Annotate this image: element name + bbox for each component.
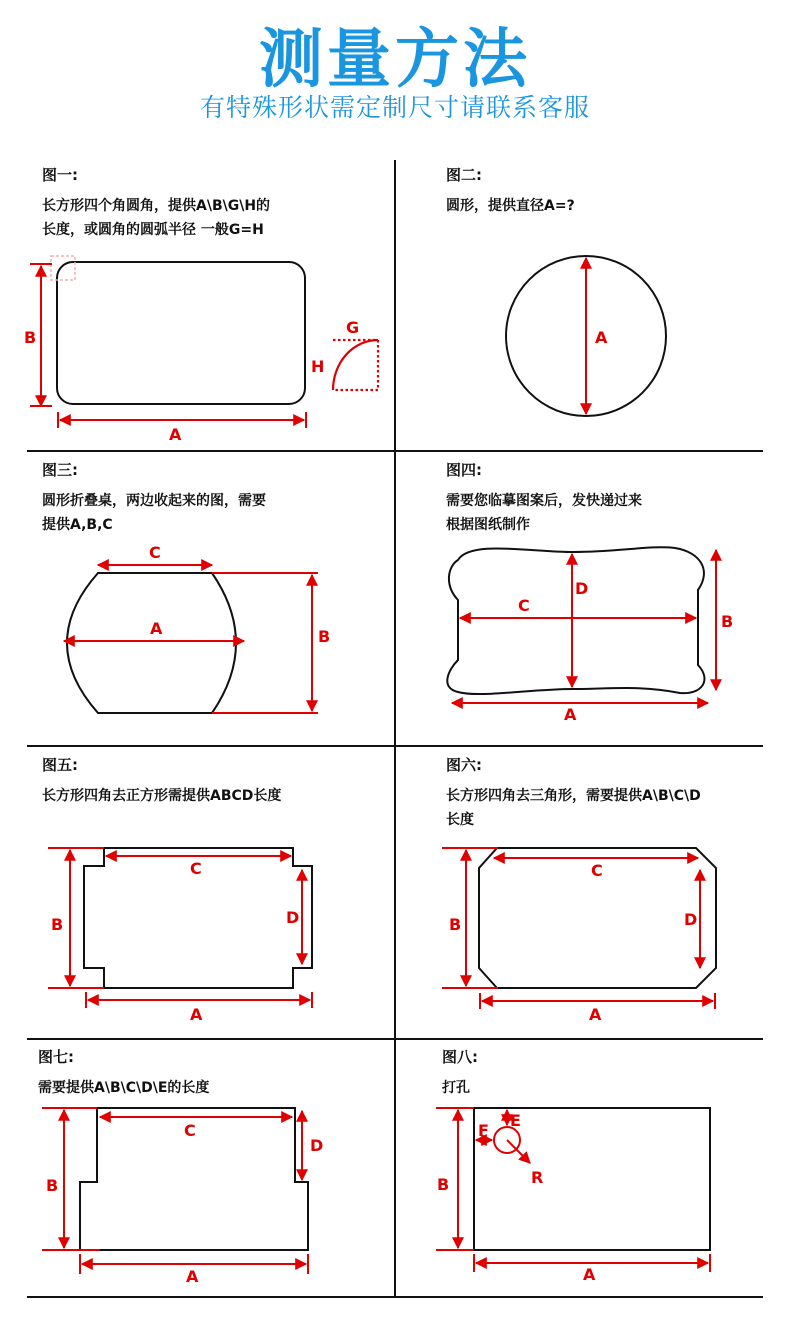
figure-6-label-d: D bbox=[684, 910, 698, 929]
figure-8-label-a: A bbox=[583, 1265, 596, 1284]
figure-7-label-a: A bbox=[186, 1267, 199, 1286]
figure-6-label-c: C bbox=[591, 861, 603, 880]
figure-1-label-a: A bbox=[169, 425, 182, 444]
figure-1-desc-line-2: 长度，或圆角的圆弧半径 一般G=H bbox=[42, 222, 264, 238]
figure-2-label-a: A bbox=[595, 328, 608, 347]
figure-1-diagram bbox=[24, 256, 378, 444]
figure-3-heading: 图三: bbox=[42, 461, 78, 479]
figure-4-diagram bbox=[447, 547, 733, 724]
figure-4-desc-line-1: 需要您临摹图案后，发快递过来 bbox=[446, 493, 642, 509]
figure-4-label-a: A bbox=[564, 705, 577, 724]
figure-3-folding-table-outline bbox=[67, 573, 236, 713]
figure-1-desc-line-1: 长方形四个角圆角，提供A\B\G\H的 bbox=[42, 198, 271, 214]
figure-5-diagram bbox=[48, 848, 312, 1024]
figure-6-label-b: B bbox=[449, 915, 462, 934]
figure-3-desc-line-1: 圆形折叠桌，两边收起来的图，需要 bbox=[42, 493, 266, 509]
figure-5-heading: 图五: bbox=[42, 756, 78, 774]
figure-8-desc-line-1: 打孔 bbox=[442, 1080, 470, 1096]
figure-1-label-h: H bbox=[311, 357, 325, 376]
figure-3-diagram bbox=[64, 543, 330, 713]
figure-7-desc-line-1: 需要提供A\B\C\D\E的长度 bbox=[38, 1080, 210, 1096]
figure-4-label-d: D bbox=[575, 579, 589, 598]
figure-1-label-g: G bbox=[346, 318, 360, 337]
figure-4-label-b: B bbox=[721, 612, 734, 631]
figure-7-heading: 图七: bbox=[38, 1048, 74, 1066]
figure-2-heading: 图二: bbox=[446, 166, 482, 184]
figure-5-label-b: B bbox=[51, 915, 64, 934]
figure-1-corner-arc bbox=[333, 340, 378, 390]
figure-1-corner-marker bbox=[51, 256, 75, 280]
figure-8-label-f: F bbox=[478, 1121, 489, 1140]
figure-4-freeform-outline bbox=[447, 547, 704, 694]
figure-6-desc-line-1: 长方形四角去三角形，需要提供A\B\C\D bbox=[446, 788, 701, 804]
figure-3-label-c: C bbox=[149, 543, 161, 562]
figure-6-label-a: A bbox=[589, 1005, 602, 1024]
figure-1-heading: 图一: bbox=[42, 166, 78, 184]
figure-8-heading: 图八: bbox=[442, 1048, 478, 1066]
figure-5-label-a: A bbox=[190, 1005, 203, 1024]
figure-3-label-b: B bbox=[318, 627, 331, 646]
page-subtitle: 有特殊形状需定制尺寸请联系客服 bbox=[199, 93, 590, 122]
figure-5-label-c: C bbox=[190, 859, 202, 878]
figure-4-label-c: C bbox=[518, 596, 530, 615]
figure-4-desc-line-2: 根据图纸制作 bbox=[446, 517, 530, 533]
figure-6-diagram bbox=[442, 848, 716, 1024]
figure-2-desc-line-1: 圆形，提供直径A=? bbox=[446, 198, 575, 214]
figure-8-label-b: B bbox=[437, 1175, 450, 1194]
figure-7-diagram bbox=[42, 1108, 323, 1286]
figure-5-desc-line-1: 长方形四角去正方形需提供ABCD长度 bbox=[42, 788, 282, 804]
figure-6-desc-line-2: 长度 bbox=[446, 812, 474, 828]
figure-2-diagram bbox=[506, 256, 666, 416]
figure-8-label-r: R bbox=[531, 1168, 544, 1187]
figure-6-heading: 图六: bbox=[446, 756, 482, 774]
figure-1-rounded-rectangle bbox=[57, 262, 305, 404]
figure-5-label-d: D bbox=[286, 908, 300, 927]
figure-3-desc-line-2: 提供A,B,C bbox=[42, 517, 113, 533]
figure-8-label-e: E bbox=[510, 1111, 521, 1130]
figure-7-label-d: D bbox=[310, 1136, 324, 1155]
figure-7-label-b: B bbox=[46, 1176, 59, 1195]
page-title: 测量方法 bbox=[259, 23, 531, 97]
figure-8-diagram bbox=[436, 1108, 710, 1284]
figure-4-heading: 图四: bbox=[446, 461, 482, 479]
figure-7-label-c: C bbox=[184, 1121, 196, 1140]
figure-3-label-a: A bbox=[150, 619, 163, 638]
figure-1-label-b: B bbox=[24, 328, 37, 347]
